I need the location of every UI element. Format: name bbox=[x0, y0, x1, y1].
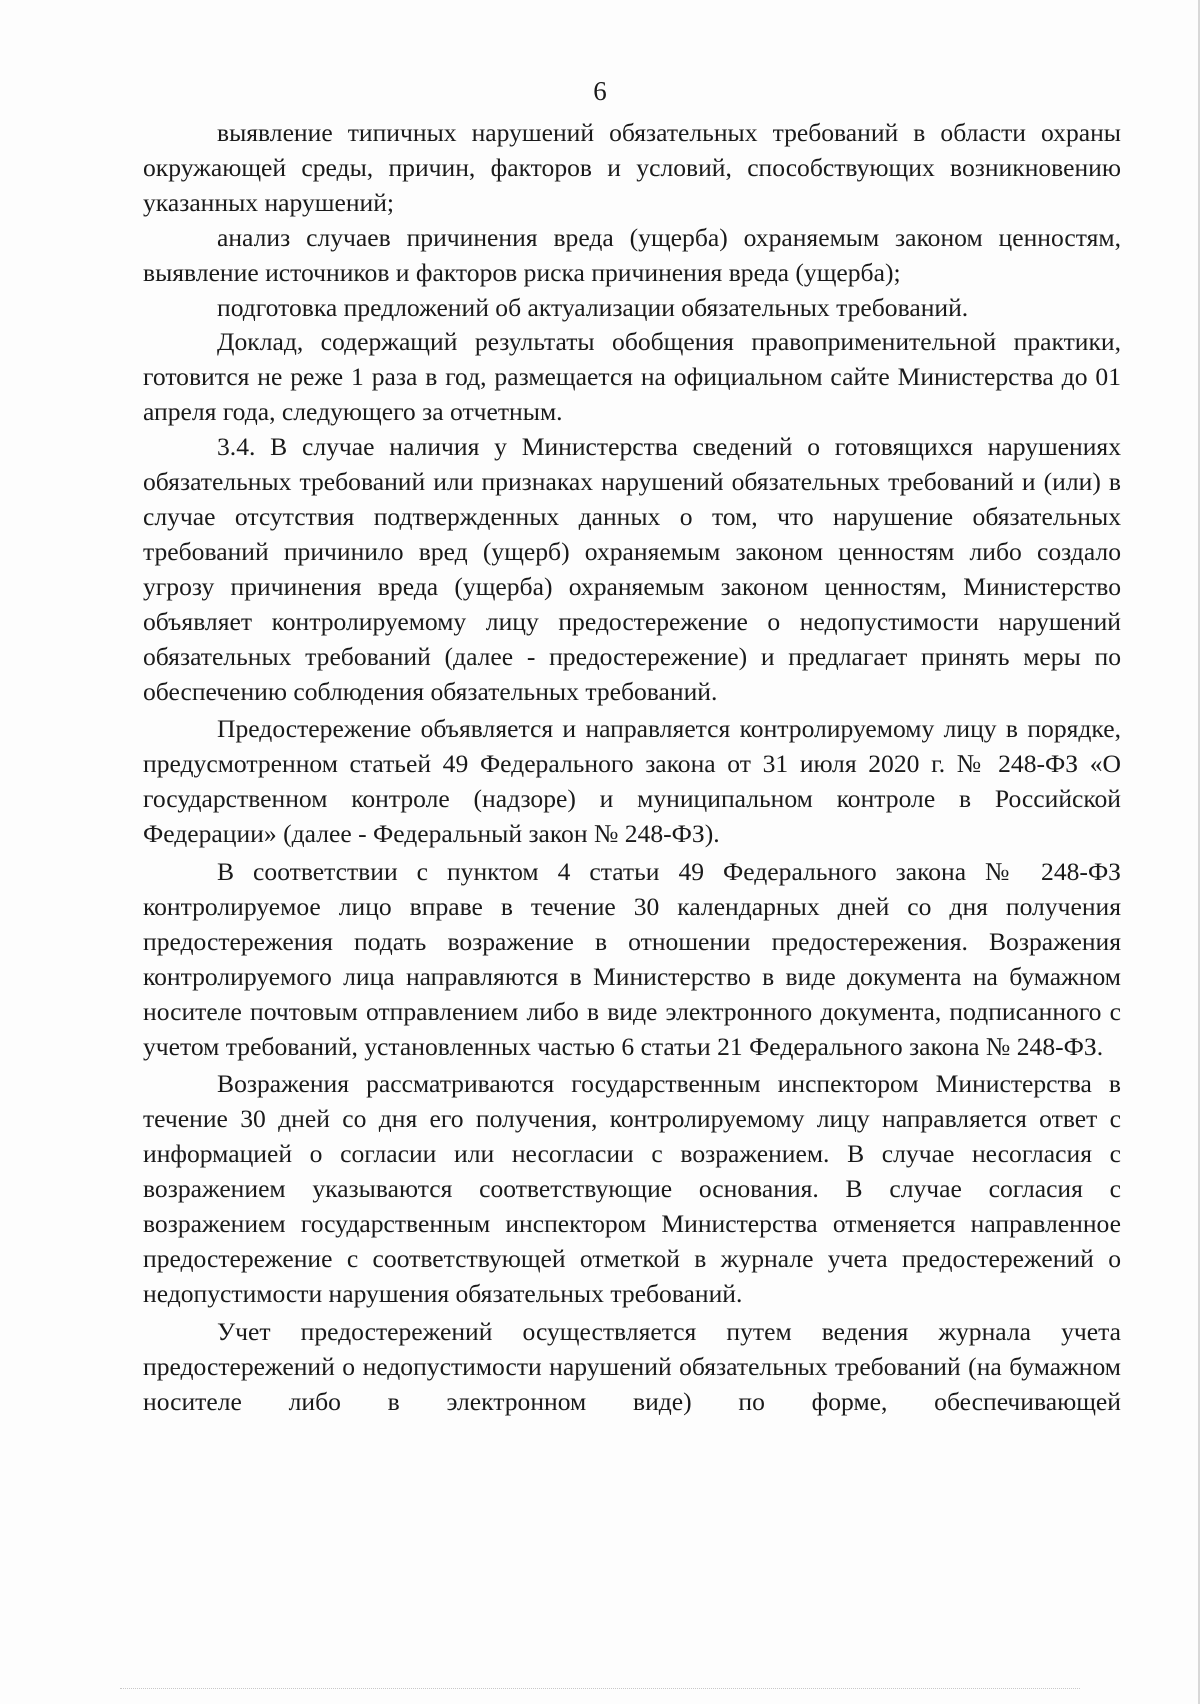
paragraph-harm-analysis: анализ случаев причинения вреда (ущерба) охраняемым законом ценностям, выявление источников и факторов риска причинения вреда (ущерба); bbox=[143, 222, 1121, 287]
paragraph-warning-procedure: Предостережение объявляется и направляется контролируемому лицу в порядке, предусмотренном статьей 49 Федерального закона от 31 июля 2020 г. № 248-ФЗ «О государственном контроле (надзоре) и муниципальном контроле в Российской Федерации» (далее - Федеральный закон № 248-ФЗ). bbox=[143, 714, 1121, 849]
page-number: 6 bbox=[593, 76, 607, 106]
paragraph-objection-review: Возражения рассматриваются государственным инспектором Министерства в течение 30 дней со дня его получения, контролируемому лицу направляется ответ с информацией о согласии или несогласии с возражением. В случае несогласия с возражением указываются соответствующие основания. В случае согласия с возражением государственным инспектором Министерства отменяется направленное предостережение с соответствующей отметкой в журнале учета предостережений о недопустимости нарушения обязательных требований. bbox=[143, 1069, 1121, 1308]
document-body bbox=[143, 116, 1121, 1420]
paragraph-requirements-update: подготовка предложений об актуализации обязательных требований. bbox=[217, 292, 969, 322]
paragraph-warning-registry: Учет предостережений осуществляется путем ведения журнала учета предостережений о недопустимости нарушений обязательных требований (на бумажном носителе либо в электронном виде) по форме, обеспечивающей bbox=[143, 1316, 1121, 1416]
paragraph-report: Доклад, содержащий результаты обобщения правоприменительной практики, готовится не реже 1 раза в год, размещается на официальном сайте Министерства до 01 апреля года, следующего за отчетным. bbox=[143, 327, 1121, 427]
scan-bottom-artifacts bbox=[120, 1688, 1080, 1690]
paragraph-objection-right: В соответствии с пунктом 4 статьи 49 Федерального закона № 248-ФЗ контролируемое лицо вправе в течение 30 календарных дней со дня получения предостережения подать возражение в отношении предостережения. Возражения контролируемого лица направляются в Министерство в виде документа на бумажном носителе почтовым отправлением либо в виде электронного документа, подписанного с учетом требований, установленных частью 6 статьи 21 Федерального закона № 248-ФЗ. bbox=[143, 857, 1121, 1061]
paragraph-violations-identification: выявление типичных нарушений обязательных требований в области охраны окружающей среды, причин, факторов и условий, способствующих возникновению указанных нарушений; bbox=[143, 118, 1121, 217]
paragraph-section-3-4: 3.4. В случае наличия у Министерства сведений о готовящихся нарушениях обязательных требований или признаках нарушений обязательных требований и (или) в случае отсутствия подтвержденных данных о том, что нарушение обязательных требований причинило вред (ущерб) охраняемым законом ценностям либо создало угрозу причинения вреда (ущерба) охраняемым законом ценностям, Министерство объявляет контролируемому лицу предостережение о недопустимости нарушений обязательных требований (далее - предостережение) и предлагает принять меры по обеспечению соблюдения обязательных требований. bbox=[143, 432, 1121, 706]
